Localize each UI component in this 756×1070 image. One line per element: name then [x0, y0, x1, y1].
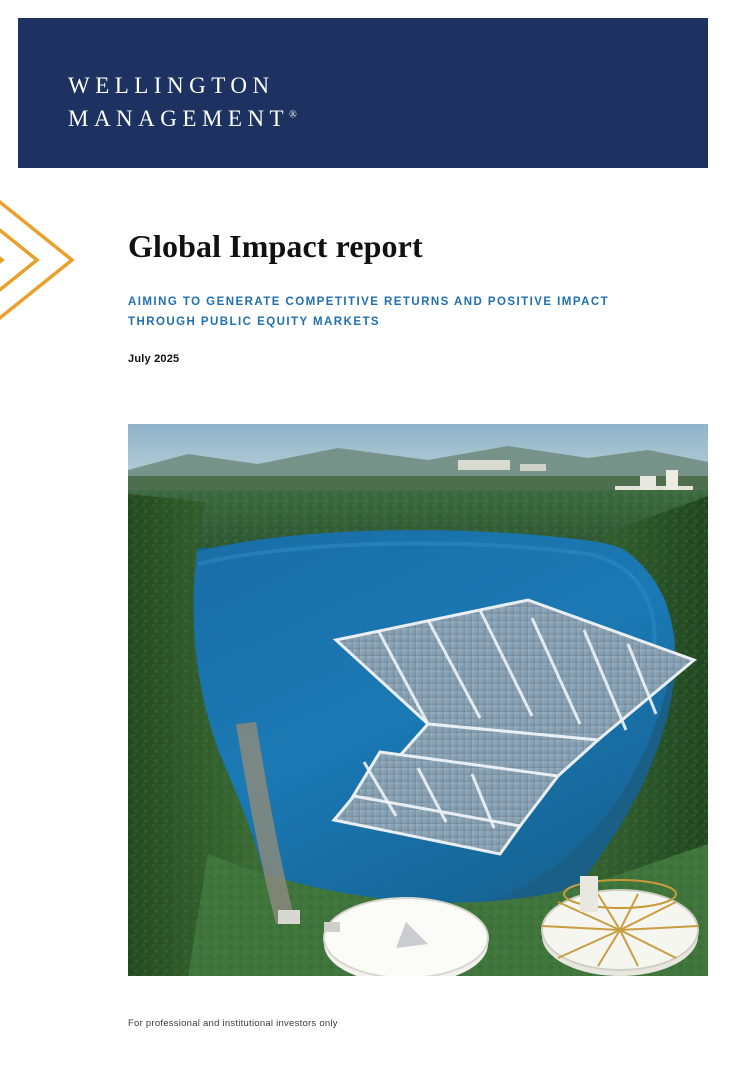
publication-date: July 2025 — [128, 353, 180, 365]
registered-trademark-icon: ® — [289, 109, 297, 120]
header-band — [18, 18, 708, 168]
footer-disclaimer: For professional and institutional investors only — [128, 1018, 338, 1029]
cover-photo — [128, 424, 708, 976]
page-subtitle: AIMING TO GENERATE COMPETITIVE RETURNS AND POSITIVE IMPACT THROUGH PUBLIC EQUITY MARKETS — [128, 296, 610, 329]
logo-line-2 — [68, 103, 297, 136]
logo-line-2-text: MANAGEMENT — [68, 105, 290, 131]
logo-line-1: WELLINGTON — [68, 73, 275, 98]
wellington-management-logo — [68, 70, 297, 135]
chevron-decoration-icon — [0, 168, 110, 353]
page-title: Global Impact report — [128, 228, 423, 264]
